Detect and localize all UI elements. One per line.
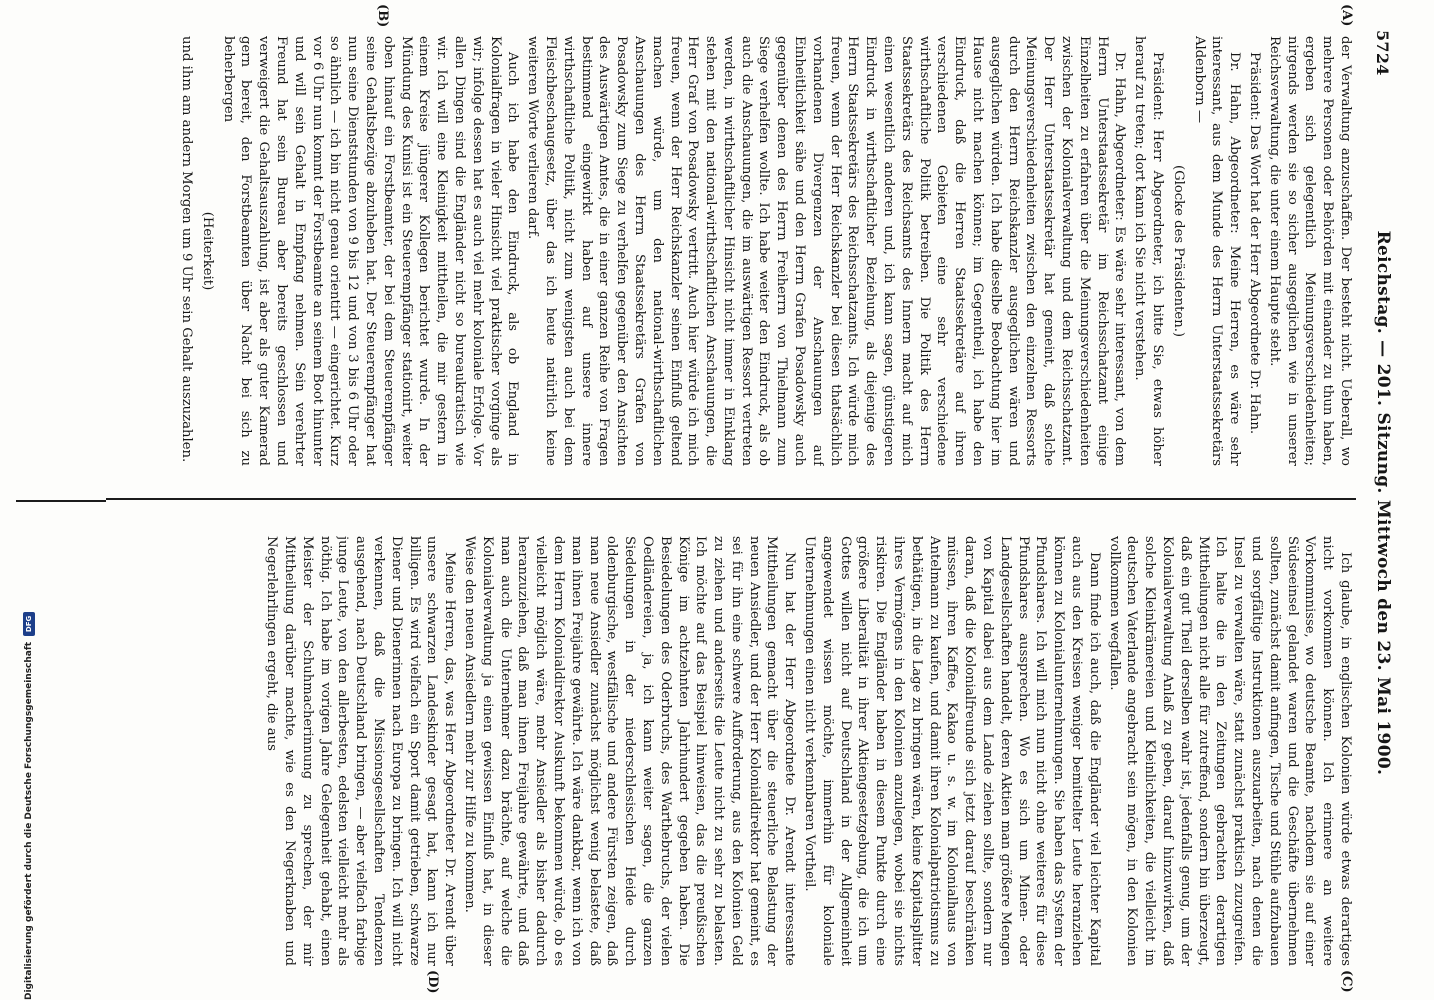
page-header — [1366, 30, 1400, 970]
section-marker-c: (C) — [1339, 970, 1354, 993]
paragraph: Ich glaube, in englischen Kolonien würde etwas derartiges nicht vorkommen können. Ich erinnere an weitere Vorkommnisse, wo deutsche Beamte, nachdem sie auf einer Südseeinsel gelandet waren und die Geschäfte übernehmen sollten, zunächst damit anfingen, Tische und Stühle aufzubauen und sorgfältige Instruktionen auszuarbeiten, nach denen die Insel zu verwalten wäre, statt zunächst praktisch zuzugreifen. Ich halte die in den Zeitungen gebrachten derartigen Mittheilungen nicht alle für zutreffend, sondern bin überzeugt, daß ein gut Theil derselben wahr ist, jedenfalls genug, um der Kolonialverwaltung Anlaß zu geben, darauf hinzuwirken, daß solche Kleinkrämereien und Kleinlichkeiten, die vielleicht im deutschen Vaterlande angebracht sein mögen, in den Kolonien vollkommen wegfallen. — [1106, 536, 1353, 966]
dfg-logo-icon: DFG — [23, 612, 35, 636]
section-marker-d: (D) — [425, 970, 440, 994]
paragraph: Dr. Hahn, Abgeordneter: Es wäre sehr interessant, von dem Herrn Unterstaatssekretär im Reichsschatzamt einige Einzelheiten zu erfahren über die Meinungsverschiedenheiten zwischen der Kolonialverwaltung und dem Reichsschatzamt. Der Herr Unterstaatssekretär hat gemeint, daß solche Meinungsverschiedenheiten zwischen den einzelnen Ressorts durch den Herrn Reichskanzler ausgeglichen wären und ausgeglichen würden. Ich habe dieselbe Beobachtung hier im Hause nicht machen können; im Gegentheil, ich habe den Eindruck, daß die Herren Staatssekretäre auf ihren verschiedenen Gebieten eine sehr verschiedene wirthschaftliche Politik betreiben. Die Politik des Herrn Staatssekretärs des Reichsamts des Innern macht auf mich einen wesentlich anderen und, ich kann sagen, günstigeren Eindruck in wirthschaftlicher Beziehung, als diejenige des Herrn Staatssekretärs des Reichsschatzamts. Ich würde mich freuen, wenn der Herr Reichskanzler bei diesen thatsächlich vorhandenen Divergenzen der Anschauungen auf Einheitlichkeit sähe und den Herrn Grafen Posadowsky auch gegenüber denen des Herrn Freiherrn von Thielmann zum Siege verhelfen wollte. Ich habe weiter den Eindruck, als ob auch die Anschauungen, die im auswärtigen Ressort vertreten werden, in wirthschaftlicher Hinsicht nicht immer in Einklang stehen mit den national-wirthschaftlichen Anschauungen, die Herr Graf von Posadowsky vertritt. Auch hier würde ich mich freuen, wenn der Herr Reichskanzler seinen Einfluß geltend machen würde, um den national-wirthschaftlichen Anschauungen des Herrn Staatssekretärs Grafen von Posadowsky zum Siege zu verhelfen gegenüber den Ansichten des Auswärtigen Amtes, die in einer ganzen Reihe von Fragen bestimmend eingewirkt haben auf unsere innere wirthschaftliche Politik, nicht zum wenigsten auch bei dem Fleischbeschaugesetz, über das ich heute natürlich keine weiteren Worte verlieren darf. — [525, 36, 1128, 466]
section-marker-a: (A) — [1339, 4, 1354, 27]
page-title: Reichstag. — 201. Sitzung. Mittwoch den 23. Mai 1900. — [1373, 230, 1393, 776]
paragraph: Präsident: Das Wort hat der Herr Abgeordnete Dr. Hahn. — [1247, 52, 1263, 435]
paragraph: Präsident: Herr Abgeordneter, ich bitte Sie, etwas höher herauf zu treten; dort kann ich Sie nicht verstehen. — [1132, 36, 1166, 466]
paragraph: Nun hat der Herr Abgeordnete Dr. Arendt interessante Mittheilungen gemacht über die steuerliche Belastung der neuen Ansiedler, und der Herr Kolonialdirektor hat gemeint, es sei für ihn eine schwere Aufforderung, aus den Kolonien Geld zu ziehen und anderseits die Leute nicht zu sehr zu belasten. Ich möchte auf das Beispiel hinweisen, das die preußischen Könige im achtzehnten Jahrhundert gegeben haben. Die Besiedelungen des Oderbruchs, des Warthebruchs, der vielen Oedländereien, ja, ich kann weiter sagen, die ganzen Siedelungen in der niederschlesischen Heide durch oldenburgische, westfälische und andere Fürsten zeigen, daß man neue Ansiedler zunächst möglichst wenig belastete, daß man ihnen Freijahre gewährte. Ich wäre dankbar, wenn ich von dem Herrn Kolonialdirektor Auskunft bekommen würde, ob es vielleicht möglich wäre, mehr Ansiedler als bisher dadurch heranzuziehen, daß man ihnen Freijahre gewährte, und daß man auch die Unternehmer dazu brächte, auf welche die Kolonialverwaltung ja einen gewissen Einfluß hat, in dieser Weise den neuen Ansiedlern mehr zur Hilfe zu kommen. — [461, 536, 798, 966]
digitization-note — [18, 0, 40, 1000]
page-number: 5724 — [1373, 30, 1393, 76]
column-divider — [106, 498, 1356, 500]
left-column — [144, 36, 1354, 466]
paragraph-note: (Heiterkeit) — [199, 211, 215, 291]
digitization-note-text: Digitalisierung gefördert durch die Deutsche Forschungsgemeinschaft — [24, 641, 34, 1000]
right-column — [144, 536, 1354, 966]
paragraph: Dr. Hahn, Abgeordneter: Meine Herren, es wäre sehr interessant, aus dem Munde des Herrn Unterstaatssekretärs Aldenborn — — [1191, 36, 1243, 466]
paragraph-note: (Glocke des Präsidenten.) — [1170, 164, 1186, 338]
paragraph: Auch ich habe den Eindruck, als ob England in Kolonialfragen in vieler Hinsicht viel praktischer vorginge als wir; infolge dessen hat es auch viel mehr koloniale Erfolge. Vor allen Dingen sind die Engländer nicht so bureaukratisch wie wir. Ich will eine Kleinigkeit mittheilen, die mir gestern in einem Kreise jüngerer Kollegen berichtet wurde. In der Mündung des Kunisi ist ein Steuerempfänger stationirt, weiter oben hinauf ein Forstbeamter, der bei dem Steuerempfänger seine Gehaltsbezüge abzuheben hat. Der Steuerempfänger hat nun seine Dienststunden von 9 bis 12 und von 3 bis 6 Uhr oder so ähnlich — ich bin nicht genau orientirt — eingerichtet. Kurz vor 6 Uhr nun kommt der Forstbeamte an seinem Boot hinunter und will sein Gehalt in Empfang nehmen. Sein verehrter Freund hat sein Bureau aber bereits geschlossen und verweigert die Gehaltsauszahlung, ist aber als guter Kamerad gern bereit, den Forstbeamten über Nacht bei sich zu beherbergen — [220, 36, 521, 466]
section-marker-b: (B) — [375, 4, 390, 28]
paragraph: der Verwaltung anzuschaffen. Der besteht nicht. Ueberall, wo mehrere Personen oder Behörden mit einander zu thun haben, ergeben sich gelegentlich Meinungsverschiedenheiten; nirgends werden sie so sicher ausgeglichen wie in unserer Reichsverwaltung, die unter einem Haupte steht. — [1266, 36, 1353, 466]
paragraph: Meine Herren, das, was Herr Abgeordneter Dr. Arendt über unsere schwarzen Landeskinder gesagt hat, kann ich nur billigen. Es wird vielfach ein Sport damit getrieben, schwarze Diener und Dienerinnen nach Europa zu bringen. Ich will nicht verkennen, daß die Missionsgesellschaften Tendenzen ausgehend, nach Deutschland bringen, — aber vielfach farbige junge Leute, von den allerbesten, edelsten vielleicht mehr als nöthig. Ich habe im vorigen Jahre Gelegenheit gehabt, einen Meister der Schuhmacherinnung zu sprechen, der mir Mittheilung darüber machte, wie es den Negerknaben und Negerlehrlingen ergeht, die aus — [264, 536, 458, 966]
paragraph: Dann finde ich auch, daß die Engländer viel leichter Kapital auch aus den Kreisen weniger bemittelter Leute heranziehen können zu Kolonialunternehmungen. Sie haben das System der Pfundshares. Ich will mich nun nicht ohne weiteres für diese Pfundshares aussprechen. Wo es sich um Minen- oder Landgesellschaften handelt, deren Aktien man größere Mengen von Kapital dabei aus dem Lande ziehen sollte, sondern nur daran, daß die Kolonialfreunde sich jetzt darauf beschränken müssen, ihren Kaffee, Kakao u. s. w. im Kolonialhaus von Antelmann zu kaufen, und damit ihren Kolonialpatriotismus zu bethätigen, in die Lage zu bringen wären, kleine Kapitalsplitter ihres Vermögens in den Kolonien anzulegen, wobei sie nichts riskiren. Die Engländer haben in diesem Punkte durch eine größere Liberalität in ihrer Aktiengesetzgebung, die ich um Gottes willen nicht auf Deutschland in der Allgemeinheit angewendet wissen möchte, immerhin für koloniale Unternehmungen einen nicht verkennbaren Vortheil. — [802, 536, 1102, 966]
paragraph: und ihm am andern Morgen um 9 Uhr sein Gehalt auszuzahlen. — [179, 36, 194, 463]
